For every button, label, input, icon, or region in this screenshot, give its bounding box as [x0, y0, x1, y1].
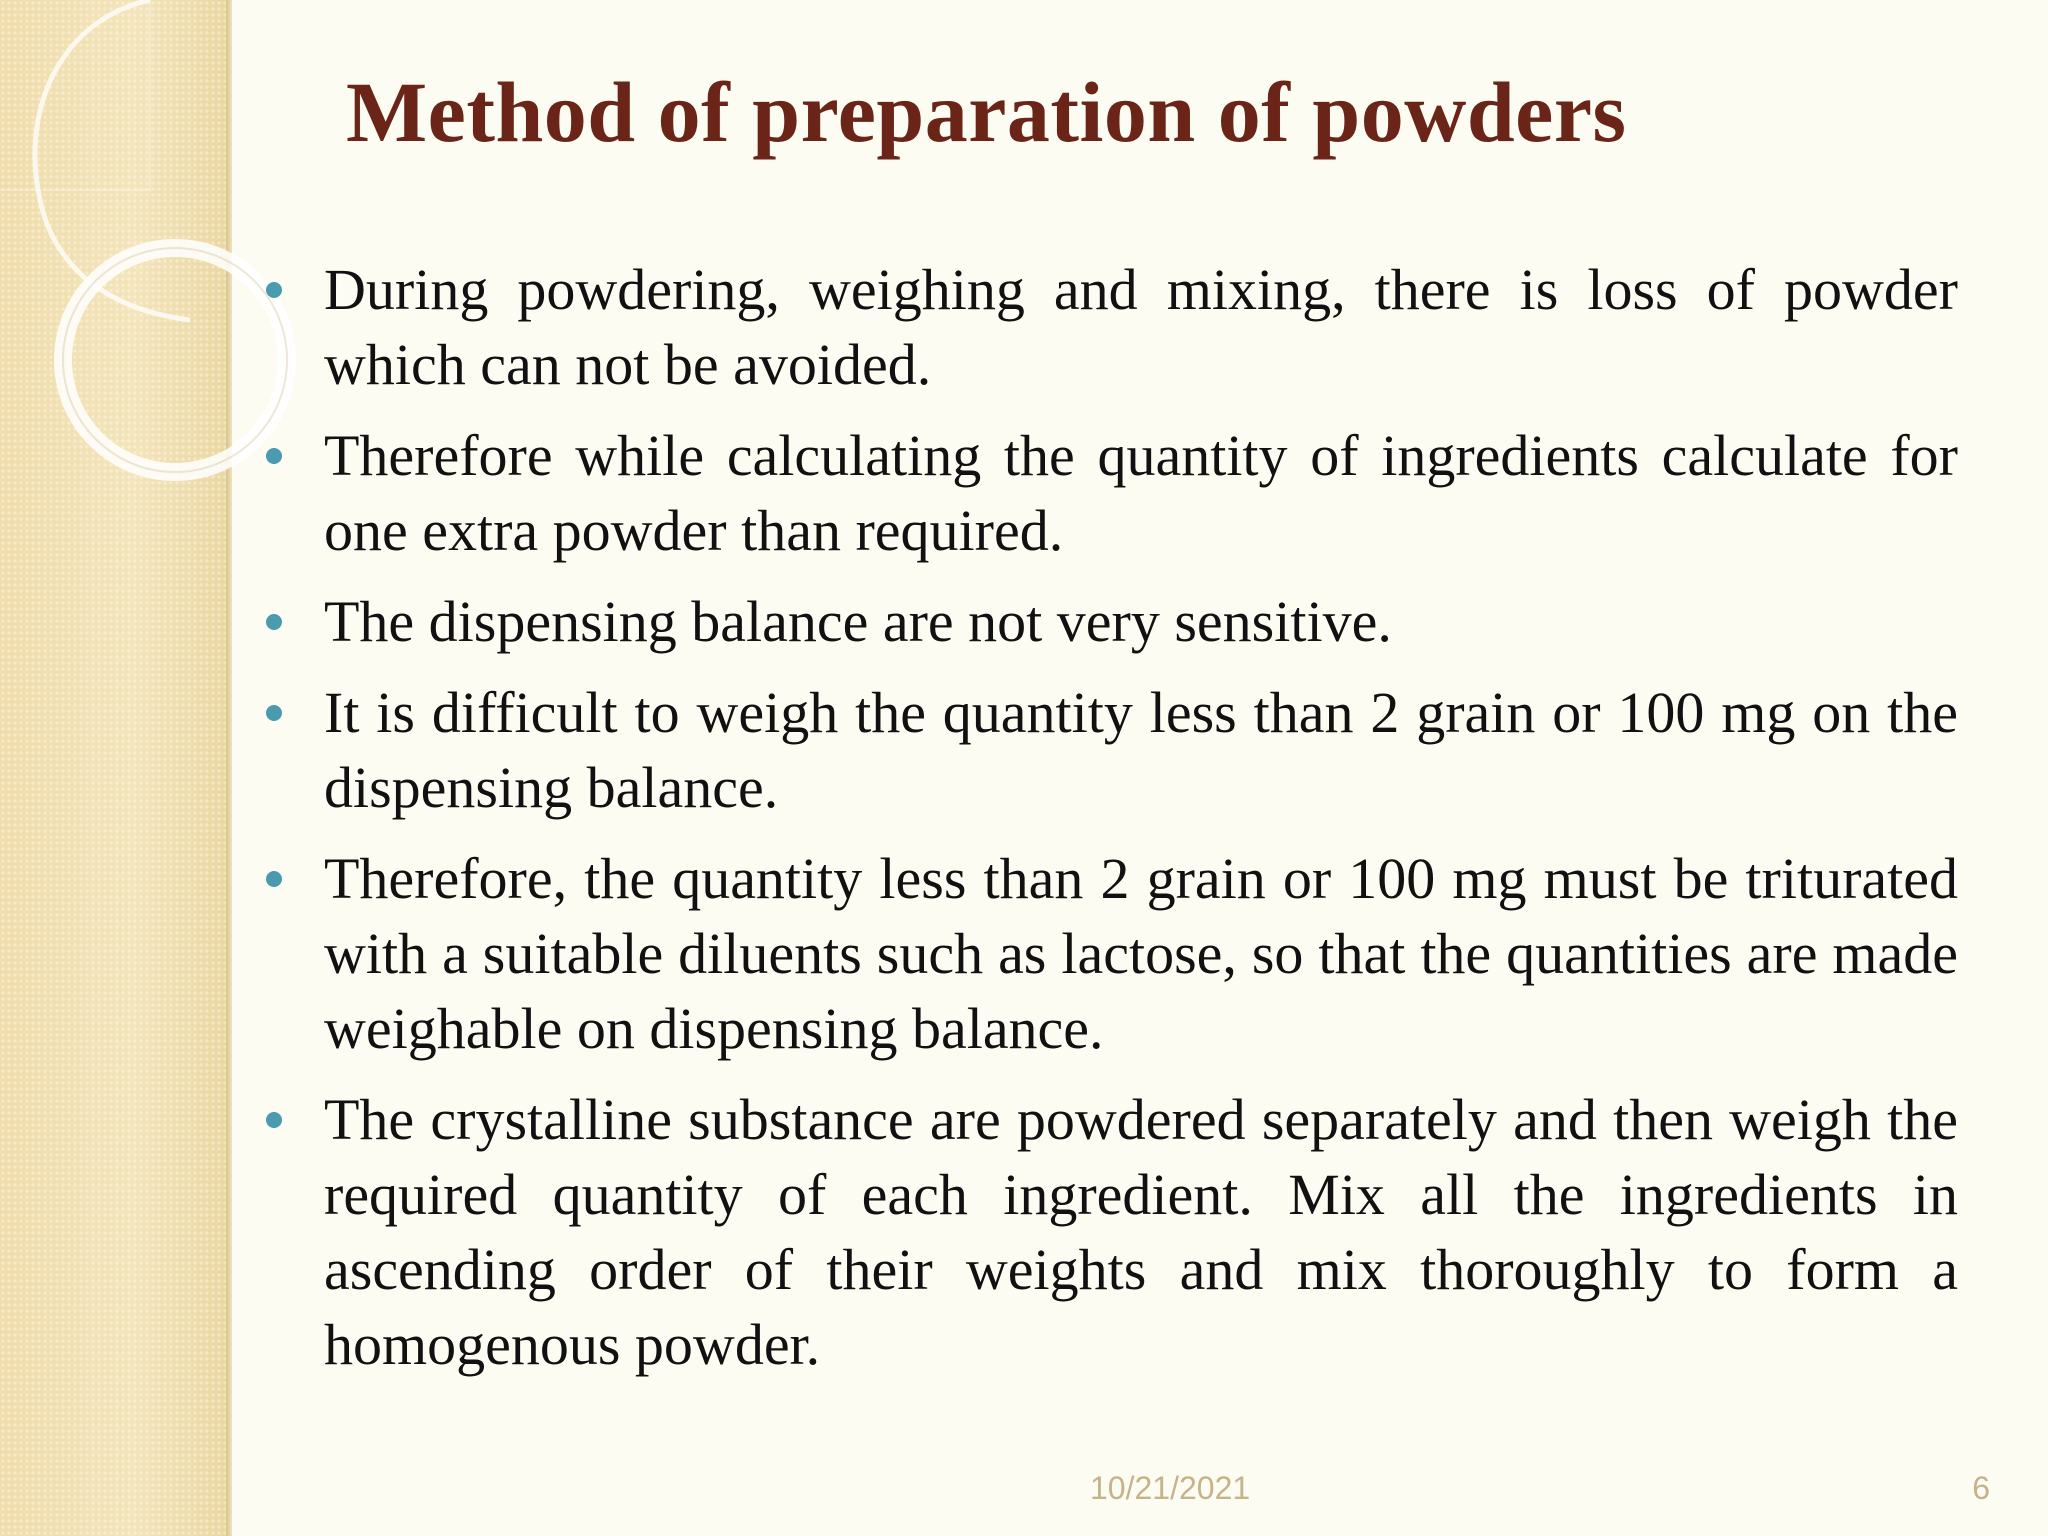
bullet-item [324, 1082, 1958, 1382]
bullet-item [324, 675, 1958, 825]
slide-page-number: 6 [1972, 1470, 1990, 1506]
bullet-item [324, 841, 1958, 1066]
bullet-dot-icon [266, 614, 282, 630]
slide-title: Method of preparation of powders [346, 64, 1627, 160]
bullet-dot-icon [266, 448, 282, 464]
bullet-text: It is difficult to weigh the quantity less than 2 grain or 100 mg on the dispensing balance. [324, 680, 1958, 820]
bullet-dot-icon [266, 705, 282, 721]
bullet-dot-icon [266, 1112, 282, 1128]
decorative-rings-graphic [0, 0, 300, 520]
bullet-item [324, 418, 1958, 568]
bullet-text: The dispensing balance are not very sensitive. [324, 589, 1392, 654]
bullet-text: Therefore while calculating the quantity of ingredients calculate for one extra powder than required. [324, 423, 1958, 563]
bullet-item [324, 252, 1958, 402]
bullet-text: Therefore, the quantity less than 2 grain or 100 mg must be triturated with a suitable diluents such as lactose, so that the quantities are made weighable on dispensing balance. [324, 846, 1958, 1061]
bullet-text: During powdering, weighing and mixing, there is loss of powder which can not be avoided. [324, 257, 1958, 397]
bullet-dot-icon [266, 282, 282, 298]
bullet-dot-icon [266, 871, 282, 887]
bullet-list [324, 252, 1958, 1398]
bullet-item [324, 584, 1958, 659]
bullet-text: The crystalline substance are powdered separately and then weigh the required quantity of each ingredient. Mix all the ingredients in ascending order of their weights and mix thoroughly to form a homogenous powder. [324, 1087, 1958, 1377]
footer-date: 10/21/2021 [1090, 1470, 1251, 1506]
